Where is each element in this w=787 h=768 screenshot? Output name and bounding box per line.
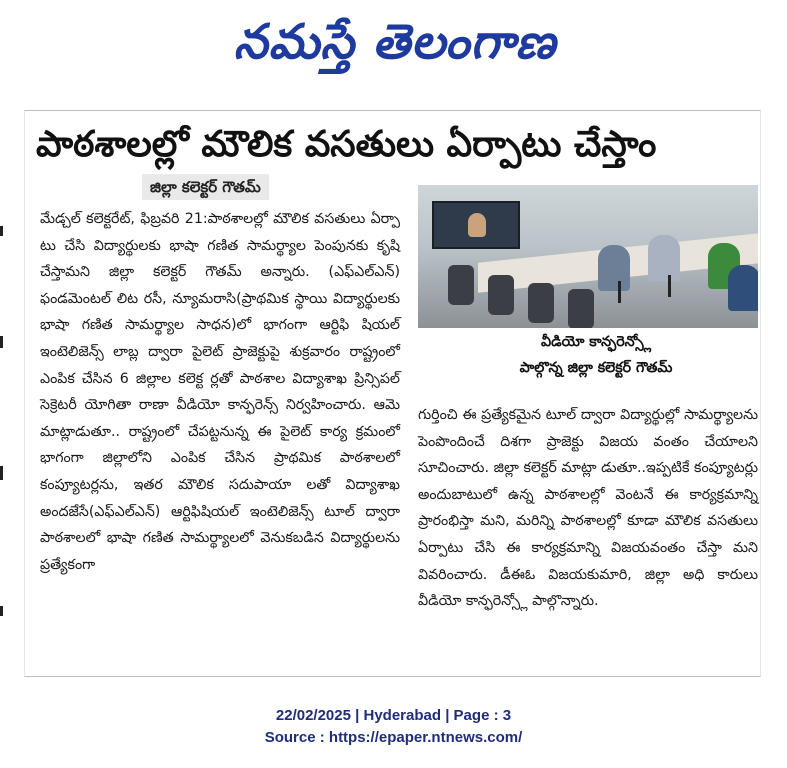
photo-caption-line-2: పాల్గొన్న జిల్లా కలెక్టర్ గౌతమ్ bbox=[519, 360, 673, 376]
photo-caption bbox=[480, 329, 712, 385]
masthead bbox=[0, 0, 787, 90]
photo-caption-line-1: వీడియో కాన్ఫరెన్స్లో bbox=[540, 334, 652, 350]
footer-source-line: Source : https://epaper.ntnews.com/ bbox=[264, 729, 523, 746]
article-body-left-text: మేడ్చల్ కలెక్టరేట్, ఫిబ్రవరి 21:పాఠశాలల్లో మౌలిక వసతులు ఏర్పా టు చేసి విద్యార్థులకు భాషా గణిత సామర్థ్యాల పెంపునకు కృషి చేస్తామని జిల్లా కలెక్టర్ గౌతమ్ అన్నారు. (ఎఫ్ఎల్ఎన్) ఫండమెంటల్ లిట రసీ, న్యూమరాసి(ప్రాథమిక స్థాయి విద్యార్థులకు భాషా గణిత సామర్థ్యాల సాధన)లో భాగంగా ఆర్టిఫి షియల్ ఇంటెలిజెన్స్ లాబ్ల ద్వారా పైలెట్ ప్రాజెక్టుపై శుక్రవారం రాష్ట్రంలో ఎంపిక చేసిన 6 జిల్లాల కలెక్ట ర్లతో పాఠశాల విద్యాశాఖ ప్రిన్సిపల్ సెక్రెటరీ యోగితా రాణా వీడియో కాన్ఫరెన్స్ నిర్వహించారు. ఆమె మాట్లాడుతూ.. రాష్ట్రంలో చేపట్టనున్న ఈ పైలెట్ కార్య క్రమంలో భాగంగా జిల్లాలోని ఎంపిక చేసిన ప్రాథమిక పాఠశాలలో కంప్యూటర్లను, ఇతర మౌలిక సదుపాయా లతో విద్యాశాఖ అందజేసే(ఎఫ్ఎల్ఎన్) ఆర్టిఫిషియల్ ఇంటెలిజెన్స్ టూల్ ద్వారా పాఠశాలలో భాషా గణిత సామర్థ్యాలలో వెనుకబడిన విద్యార్థులను ప్రత్యేకంగా bbox=[40, 211, 400, 573]
article-body-right-column bbox=[418, 402, 758, 662]
clipping-edge-marks bbox=[0, 206, 3, 646]
article-body-right-text: గుర్తించి ఈ ప్రత్యేకమైన టూల్ ద్వారా విద్యార్థుల్లో సామర్థ్యాలను పెంపొందించే దిశగా ప్రాజెక్టు విజయ వంతం చేయాలని సూచించారు. జిల్లా కలెక్టర్ మాట్లా డుతూ..ఇప్పటికే కంప్యూటర్లు అందుబాటులో ఉన్న పాఠశాలల్లో వెంటనే ఈ కార్యక్రమాన్ని ప్రారంభిస్తా మని, మరిన్ని పాఠశాలల్లో కూడా మౌలిక వసతులు ఏర్పాటు చేసి ఈ కార్యక్రమాన్ని విజయవంతం చేస్తా మని వివరించారు. డీఈఓ విజయకుమారి, జిల్లా అధి కారులు వీడియో కాన్ఫరెన్స్లో పాల్గొన్నారు. bbox=[418, 407, 758, 610]
article-byline: జిల్లా కలెక్టర్ గౌతమ్ bbox=[142, 174, 269, 200]
video-screen bbox=[432, 201, 520, 249]
article-photo bbox=[418, 185, 758, 328]
newspaper-logo: నమస్తే తెలంగాణ bbox=[233, 14, 557, 70]
article-headline: పాఠశాలల్లో మౌలిక వసతులు ఏర్పాటు చేస్తాం bbox=[36, 124, 657, 165]
article-body-left-column bbox=[40, 206, 400, 656]
footer-date-line: 22/02/2025 | Hyderabad | Page : 3 bbox=[275, 707, 512, 724]
